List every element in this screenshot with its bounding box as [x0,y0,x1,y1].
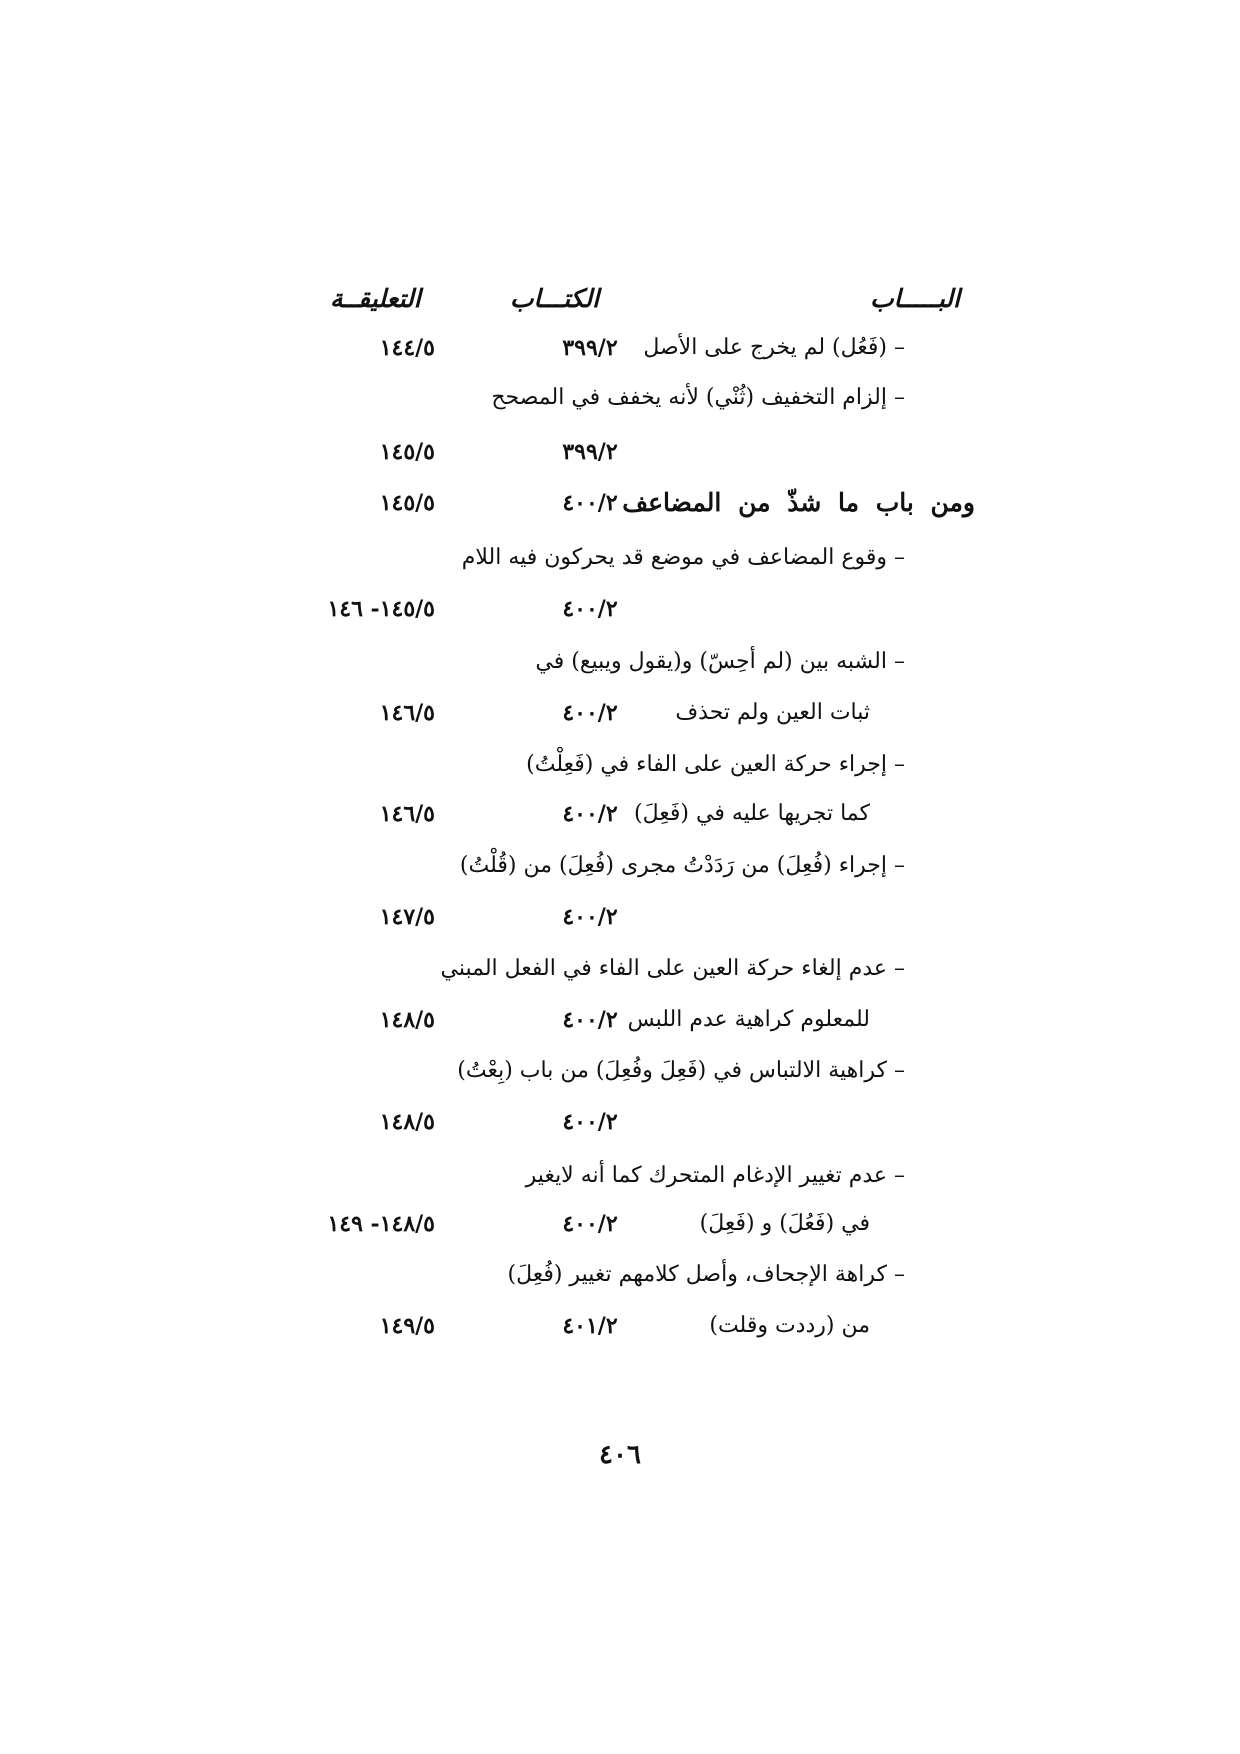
entry-text: – إجراء حركة العين على الفاء في (فَعِلْتُ) [526,752,905,777]
kitab-ref: ٤٠٠/٢ [562,700,618,726]
kitab-ref: ٤٠٠/٢ [562,490,618,516]
entry-text: – كراهة الإجحاف، وأصل كلامهم تغيير (فُعِلَ) [507,1262,905,1287]
taliqa-ref: ١٤٨/٥- ١٤٩ [327,1211,435,1237]
index-row [0,1255,1240,1295]
taliqa-ref: ١٤٩/٥ [379,1313,435,1339]
index-row [0,538,1240,578]
entry-text: – كراهية الالتباس في (فَعِلَ وفُعِلَ) من باب (بِعْتُ) [457,1058,905,1083]
kitab-ref: ٤٠١/٢ [562,1313,618,1339]
entry-text: – (فَعُل) لم يخرج على الأصل [643,335,905,360]
kitab-ref: ٤٠٠/٢ [562,1007,618,1033]
taliqa-ref: ١٤٦/٥ [379,801,435,827]
taliqa-ref: ١٤٥/٥ [379,490,435,516]
index-row [0,1051,1240,1091]
entry-text: ثبات العين ولم تحذف [675,700,870,725]
index-row [0,589,1240,629]
entry-text: – الشبه بين (لم أحِسّ) و(يقول ويبيع) في [535,649,905,674]
index-row [0,897,1240,937]
taliqa-ref: ١٤٨/٥ [379,1007,435,1033]
kitab-ref: ٣٩٩/٢ [562,439,618,465]
index-row [0,1000,1240,1040]
index-row [0,949,1240,989]
section-heading: ومن باب ما شذّ من المضاعف [622,488,975,517]
kitab-ref: ٤٠٠/٢ [562,1109,618,1135]
index-row [0,745,1240,785]
index-row [0,378,1240,418]
entry-text: – إجراء (فُعِلَ) من رَدَدْتُ مجرى (فُعِلَ) من (قُلْتُ) [459,853,905,878]
entry-text: في (فَعُلَ) و (فَعِلَ) [699,1211,870,1236]
taliqa-ref: ١٤٥/٥- ١٤٦ [327,596,435,622]
kitab-ref: ٤٠٠/٢ [562,801,618,827]
taliqa-ref: ١٤٧/٥ [379,904,435,930]
index-row [0,1306,1240,1346]
taliqa-ref: ١٤٥/٥ [379,439,435,465]
index-row [0,693,1240,733]
kitab-ref: ٤٠٠/٢ [562,1211,618,1237]
index-row [0,1204,1240,1244]
index-row [0,846,1240,886]
index-row [0,1156,1240,1196]
index-row [0,1102,1240,1142]
taliqa-ref: ١٤٨/٥ [379,1109,435,1135]
taliqa-ref: ١٤٦/٥ [379,700,435,726]
index-row [0,432,1240,472]
index-row [0,483,1240,523]
index-row [0,642,1240,682]
page-number: ٤٠٦ [599,1440,641,1470]
entry-text: للمعلوم كراهية عدم اللبس [627,1007,870,1032]
kitab-ref: ٤٠٠/٢ [562,904,618,930]
header-bab: البـــــاب [870,284,960,313]
kitab-ref: ٤٠٠/٢ [562,596,618,622]
entry-text: – عدم إلغاء حركة العين على الفاء في الفعل المبني [440,956,905,981]
entry-text: – إلزام التخفيف (ثُنْي) لأنه يخفف في المصحح [491,385,905,410]
kitab-ref: ٣٩٩/٢ [562,335,618,361]
taliqa-ref: ١٤٤/٥ [379,335,435,361]
header-taliqa: التعليقــة [330,284,421,313]
index-row [0,794,1240,834]
header-kitab: الكتـــاب [510,284,600,313]
entry-text: – عدم تغيير الإدغام المتحرك كما أنه لايغير [525,1163,905,1188]
entry-text: كما تجريها عليه في (فَعِلَ) [634,801,870,826]
index-row [0,328,1240,368]
entry-text: – وقوع المضاعف في موضع قد يحركون فيه اللام [461,545,905,570]
entry-text: من (رددت وقلت) [709,1313,870,1338]
